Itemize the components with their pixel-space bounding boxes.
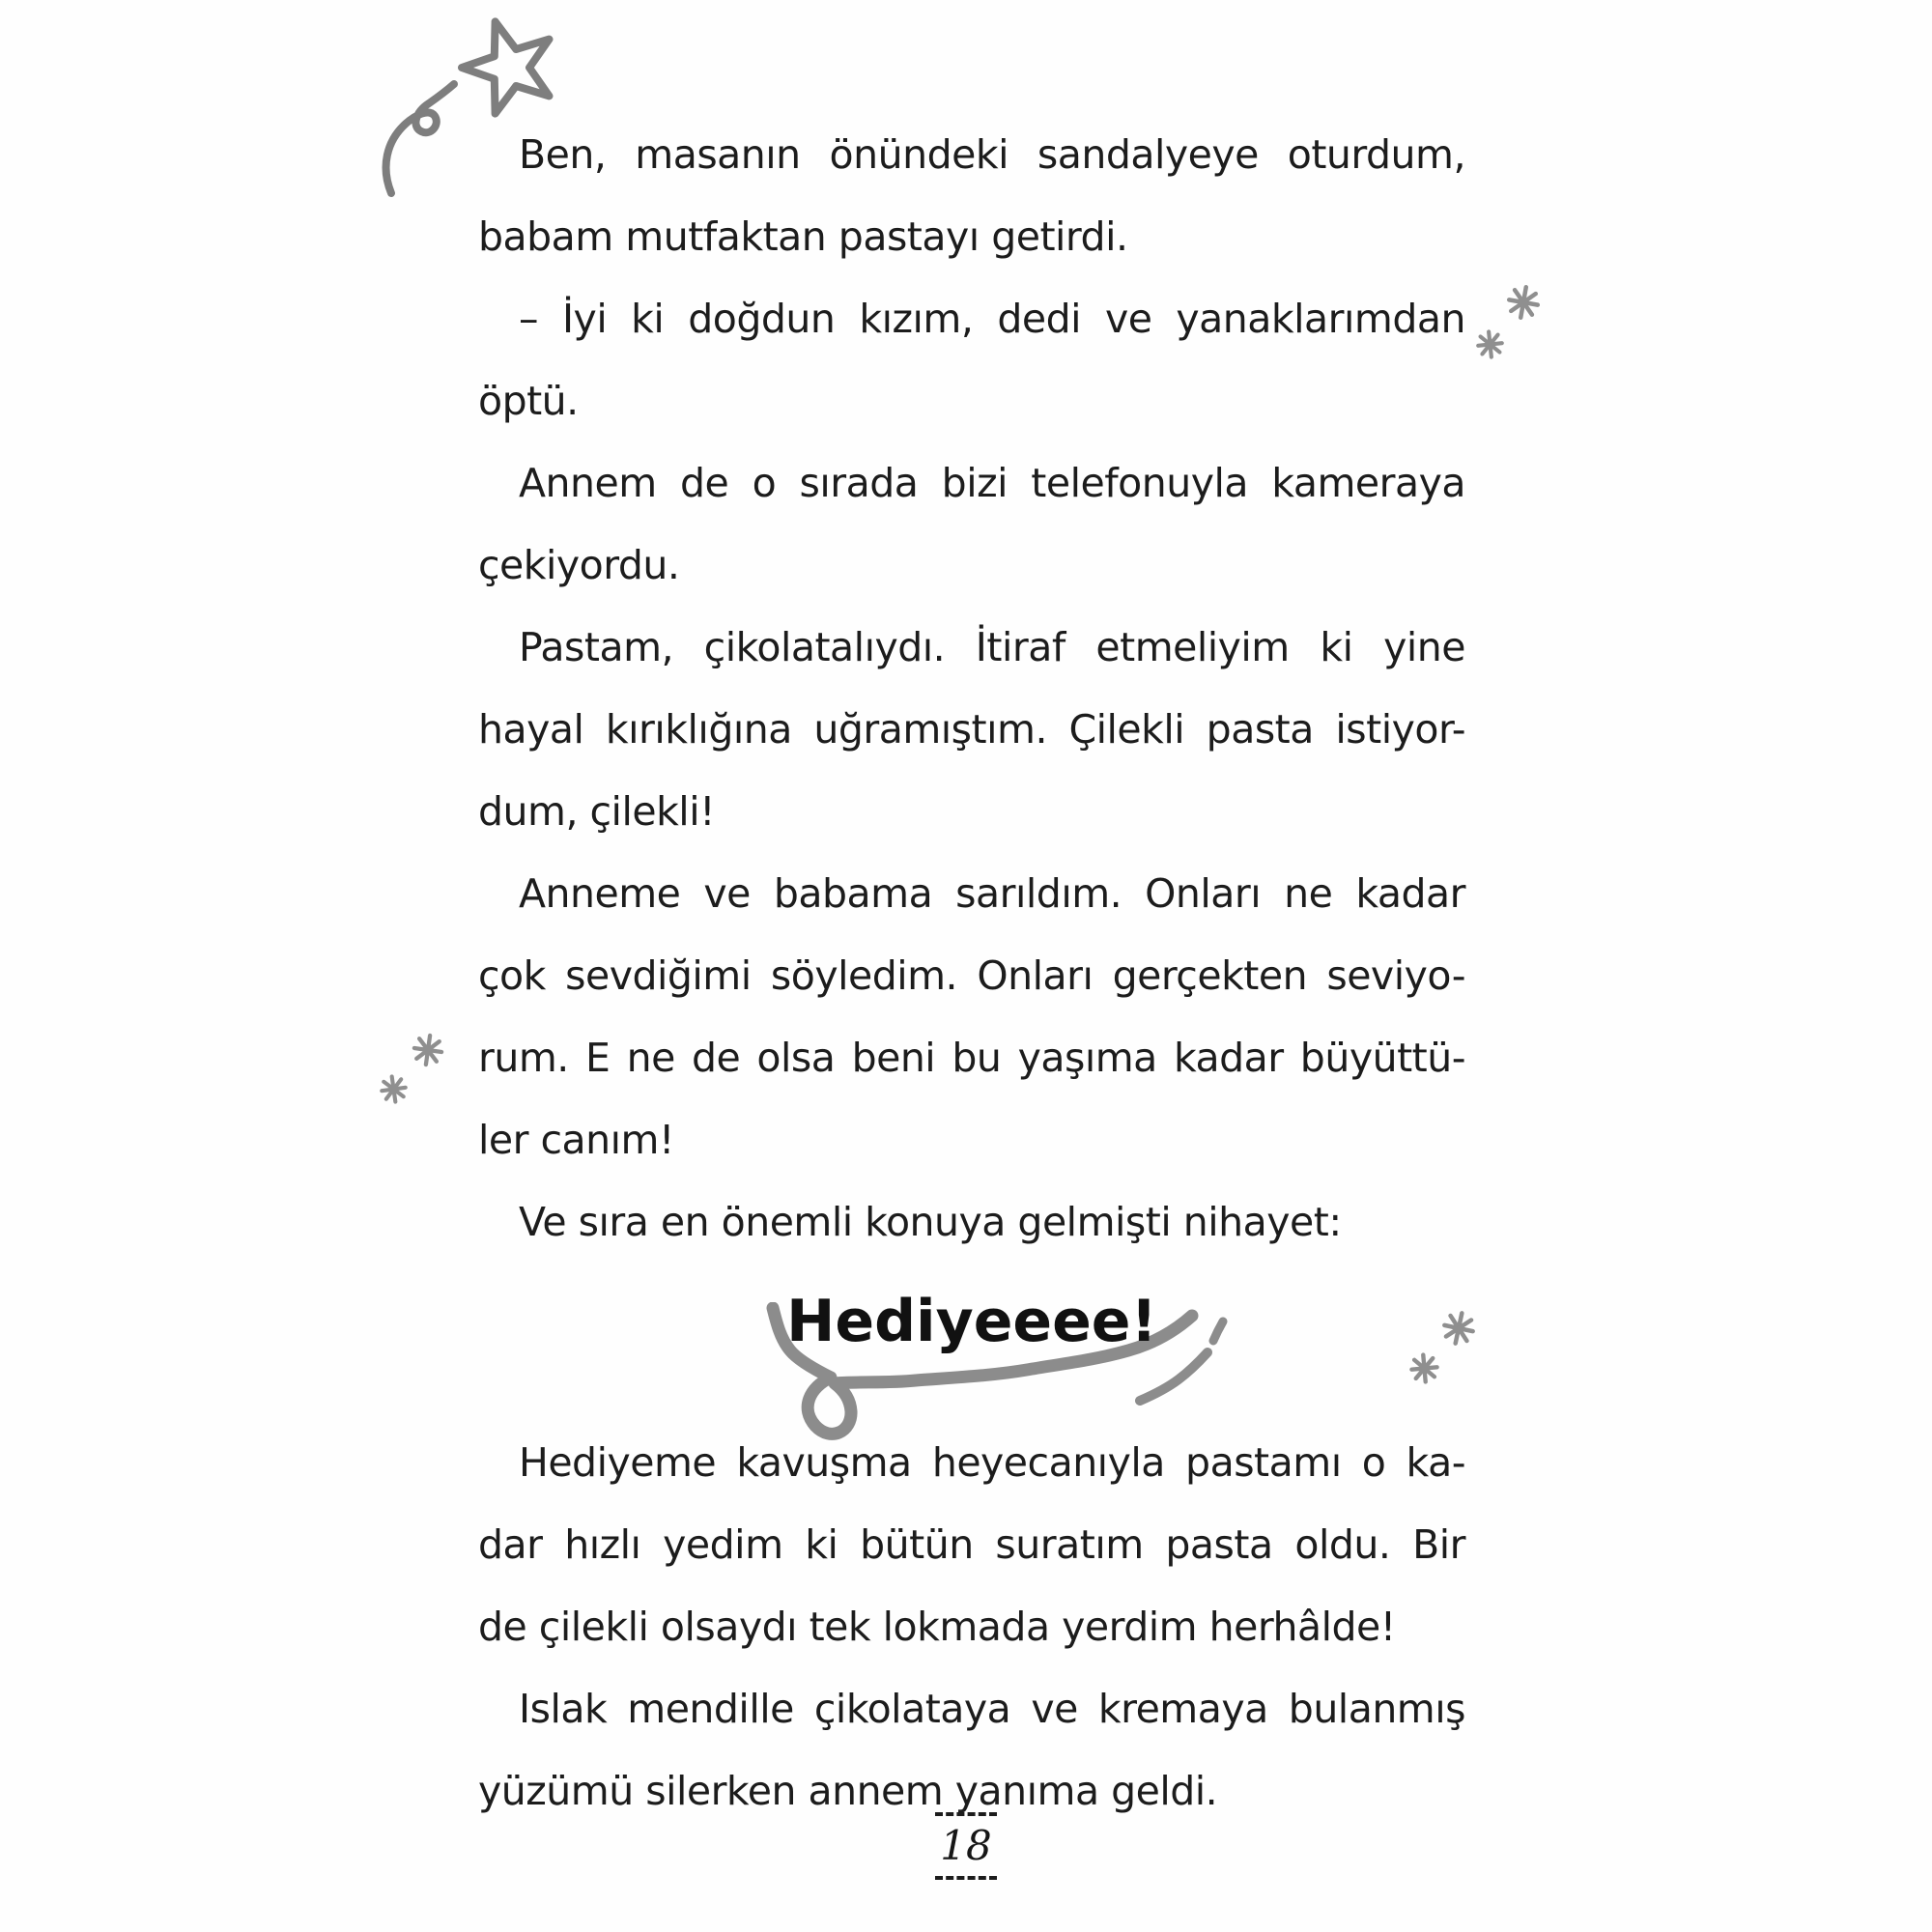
text-line: çok sevdiğimi söyledim. Onları gerçekten seviyo- — [478, 952, 1465, 999]
sparkle-icon — [1474, 328, 1506, 360]
page-number: 18 — [940, 1822, 992, 1869]
text-line: babam mutfaktan pastayı getirdi. — [478, 213, 1128, 260]
section-heading-block — [478, 1264, 1465, 1422]
page-footer — [0, 1812, 1932, 1880]
sparkle-icon — [378, 1073, 410, 1105]
text-line: hayal kırıklığına uğramıştım. Çilekli pasta istiyor- — [478, 706, 1465, 753]
text-line: Anneme ve babama sarıldım. Onları ne kadar — [519, 870, 1465, 917]
footer-dash-top — [935, 1812, 997, 1816]
text-line: ler canım! — [478, 1117, 674, 1163]
text-line: Islak mendille çikolataya ve kremaya bulanmış — [519, 1686, 1465, 1732]
text-line: çekiyordu. — [478, 542, 680, 588]
text-line: Hediyeme kavuşma heyecanıyla pastamı o ka- — [519, 1439, 1465, 1486]
sparkle-icon — [410, 1032, 446, 1068]
text-line: rum. E ne de olsa beni bu yaşıma kadar büyüttü- — [478, 1035, 1465, 1081]
text-line: dum, çilekli! — [478, 788, 716, 835]
sparkle-icon — [1504, 283, 1543, 322]
text-line: Ben, masanın önündeki sandalyeye oturdum, — [519, 131, 1465, 178]
text-line: Annem de o sırada bizi telefonuyla kameraya — [519, 460, 1465, 506]
text-line: – İyi ki doğdun kızım, dedi ve yanaklarımdan — [519, 296, 1465, 342]
footer-dash-bottom — [935, 1876, 997, 1880]
text-line: Ve sıra en önemli konuya gelmişti nihayet: — [519, 1199, 1342, 1245]
text-line: de çilekli olsaydı tek lokmada yerdim herhâlde! — [478, 1604, 1396, 1650]
section-heading: Hediyeeee! — [786, 1288, 1157, 1355]
text-line: Pastam, çikolatalıydı. İtiraf etmeliyim ki yine — [519, 624, 1465, 670]
text-line: yüzümü silerken annem yanıma geldi. — [478, 1768, 1218, 1814]
text-line: dar hızlı yedim ki bütün suratım pasta oldu. Bir — [478, 1521, 1465, 1568]
page-text-block — [478, 114, 1465, 1833]
text-line: öptü. — [478, 378, 579, 424]
